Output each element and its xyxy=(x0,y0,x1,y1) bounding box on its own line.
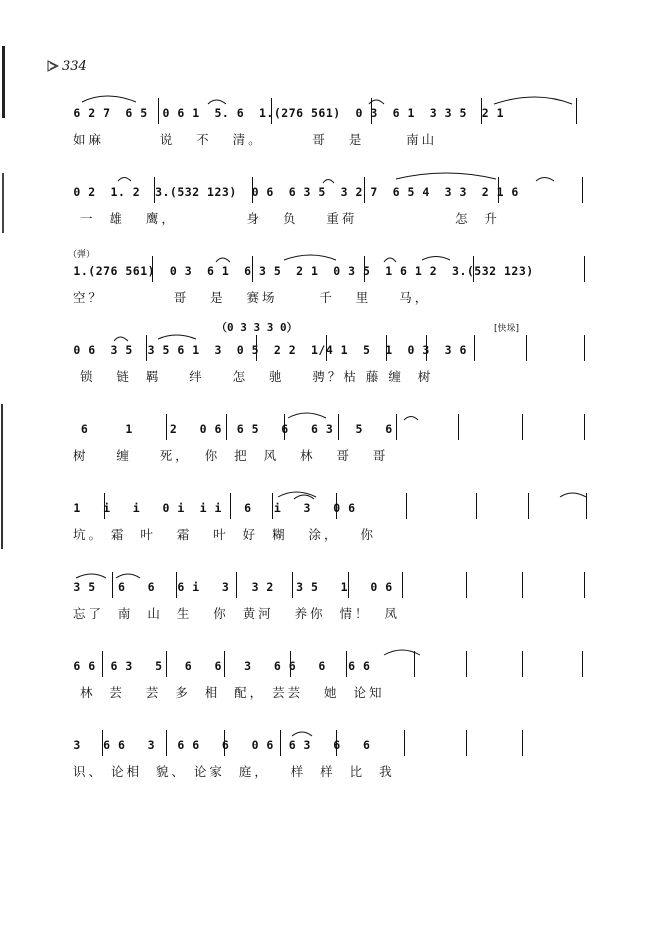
notation-line: 6 6 6 3 5 6 6 3 6 6 6 6 6 xyxy=(66,659,371,673)
lyrics-line: 树 缠 死， 你 把 风 林 哥 哥 xyxy=(66,448,389,463)
notation-line: 6 2 7 6 5 0 6 1 5. 6 1.(276 561) 0 3 6 1 3 3 5 2 1 xyxy=(66,106,504,120)
score-system xyxy=(66,321,590,408)
notation-line: 1.(276 561) 0 3 6 1 6 3 5 2 1 0 3 5 1 6 1 2 3.(532 123) xyxy=(66,264,534,278)
lyrics-line: 空？ 哥 是 赛场 千 里 马， xyxy=(66,290,431,305)
lyrics-line: 识、 论相 貌、 论家 庭， 样 样 比 我 xyxy=(66,764,395,779)
score-system xyxy=(66,487,590,566)
page-edge-mark xyxy=(2,173,4,233)
page-number: 334 xyxy=(62,59,87,74)
lyrics-line: 忘了 南 山 生 你 黄河 养你 情！ 凤 xyxy=(66,606,400,621)
score-system xyxy=(66,724,590,803)
score-system xyxy=(66,408,590,487)
notation-line: 3 5 6 6 6 i 3 3 2 3 5 1 0 6 xyxy=(66,580,393,594)
page-edge-mark xyxy=(2,46,5,118)
score-system xyxy=(66,171,590,250)
score-system xyxy=(66,92,590,171)
lyrics-line: 坑。 霜 叶 霜 叶 好 糊 涂， 你 xyxy=(66,527,376,542)
page-edge-mark xyxy=(1,404,3,549)
notation-line: 0 6 3 5 3 5 6 1 3 0 5 2 2 1/4 1 5 1 0 3 3 6 xyxy=(66,343,467,357)
notation-line: 0 2 1. 2 3.(532 123) 0 6 6 3 5 3 2 7 6 5 4 3 3 2 1 6 xyxy=(66,185,519,199)
lyrics-line: 如麻 说 不 清。 哥 是 南山 xyxy=(66,132,438,147)
score xyxy=(66,92,590,803)
lyrics-line: 锁 链 羁 绊 怎 驰 骋？枯 藤 缠 树 xyxy=(66,369,434,384)
variant-notation: （0 3 3 3 0） xyxy=(216,321,298,334)
cue-label: （弹） xyxy=(68,250,96,260)
score-system xyxy=(66,250,590,329)
notation-line: 1 i i 0 i i i 6 i 3 0 6 xyxy=(66,501,356,515)
score-system xyxy=(66,645,590,724)
notation-line: 6 1 2 0 6 6 5 6 6 3 5 6 xyxy=(66,422,393,436)
page-corner-ornament-icon xyxy=(47,60,59,72)
notation-line: 3 6 6 3 6 6 6 0 6 6 3 6 6 xyxy=(66,738,371,752)
tempo-marking: [快垛] xyxy=(494,324,520,334)
lyrics-line: 林 芸 芸 多 相 配， 芸芸 她 论知 xyxy=(66,685,385,700)
score-system xyxy=(66,566,590,645)
lyrics-line: 一 雄 鹰， 身 负 重荷 怎 升 xyxy=(66,211,500,226)
